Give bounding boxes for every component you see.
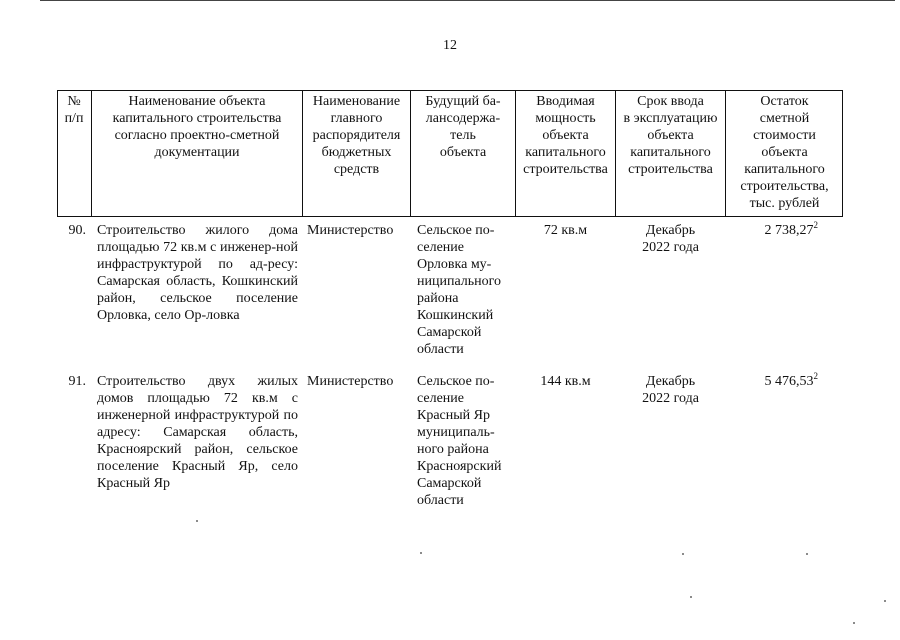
row-balance-holder: Сельское по- селение Красный Яр муниципаль- ного района Красноярский Самарской области (417, 374, 502, 508)
row-manager: Министерство (307, 374, 394, 389)
row-commission-term: Декабрь 2022 года (642, 223, 699, 255)
row-num: 90. (68, 223, 86, 238)
header-balance-holder: Будущий ба- лансодержа- тель объекта (425, 94, 501, 160)
row-manager: Министерство (307, 223, 394, 238)
footnote-marker: 2 (813, 220, 818, 230)
footnote-marker: 2 (813, 371, 818, 381)
header-manager: Наименование главного распорядителя бюджетных средств (312, 94, 401, 177)
scan-speck (690, 596, 692, 598)
header-num: № п/п (64, 94, 84, 126)
row-object-name: Строительство двух жилых домов площадью 72 кв.м с инженерной инфраструктурой по адресу: Самарская область, Красноярский район, сельское поселение Красный Яр, село Красный Яр (97, 374, 298, 491)
row-capacity: 72 кв.м (543, 223, 588, 238)
header-remaining-cost: Остаток сметной стоимости объекта капитального строительства, тыс. рублей (740, 94, 829, 211)
row-commission-term: Декабрь 2022 года (642, 374, 699, 406)
row-object-name: Строительство жилого дома площадью 72 кв.м с инженер-ной инфраструктурой по ад-ресу: Самарская область, Кошкинский район, сельское поселение Орловка, село Ор-ловка (97, 223, 298, 323)
row-remaining-cost: 2 738,27$^2$ (764, 220, 818, 238)
header-object-name: Наименование объекта капитального строительства согласно проектно-сметной документации (112, 94, 282, 160)
page-number: 12 (443, 38, 457, 53)
scan-speck (420, 552, 422, 554)
row-balance-holder: Сельское по- селение Орловка му- ниципального района Кошкинский Самарской области (417, 223, 502, 357)
row-capacity: 144 кв.м (540, 374, 591, 389)
top-edge-rule (40, 0, 895, 1)
scan-speck (884, 600, 886, 602)
scan-speck (806, 553, 808, 555)
row-remaining-cost: 5 476,53$^2$ (764, 371, 818, 389)
header-capacity: Вводимая мощность объекта капитального строительства (523, 94, 608, 177)
scan-speck (196, 520, 198, 522)
scan-speck (682, 553, 684, 555)
row-num: 91. (68, 374, 86, 389)
header-commission-term: Срок ввода в эксплуатацию объекта капитального строительства (623, 94, 718, 177)
scan-speck (853, 622, 855, 624)
